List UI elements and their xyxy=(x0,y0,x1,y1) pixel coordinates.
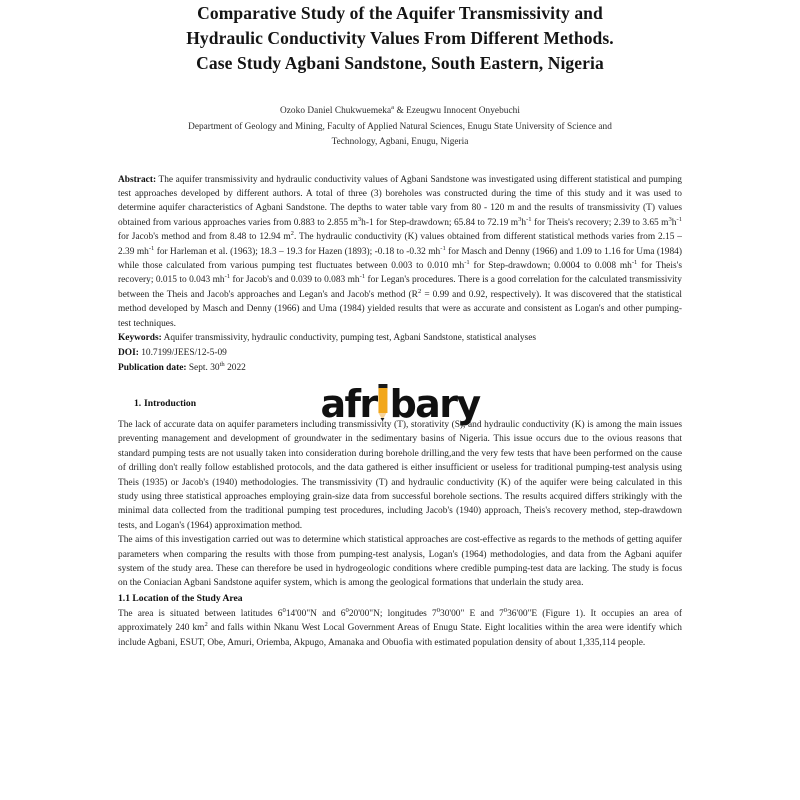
section-number: 1. xyxy=(134,397,142,409)
latitude-degree-sup-1: 0 xyxy=(282,606,286,614)
unit-sup-13: 2 xyxy=(417,287,422,295)
abstract-text-13: for Legan's procedures. There is a good correlation for the calculated transmissivity between the Theis and Jacob's approaches and Legan's and Jacob's method (R xyxy=(118,275,682,300)
author-name-secondary: & Ezeugwu Innocent Onyebuchi xyxy=(396,106,520,116)
unit-sup-4: 3 xyxy=(668,215,672,223)
doi-value[interactable]: 10.7199/JEES/12-5-09 xyxy=(141,347,227,358)
document-body xyxy=(0,173,800,651)
title-line-2: Hydraulic Conductivity Values From Different Methods. xyxy=(186,28,614,48)
area-unit-sup: 2 xyxy=(204,621,208,629)
affiliation-line-1: Department of Geology and Mining, Faculty of Applied Natural Sciences, Enugu State University of Science and xyxy=(188,121,612,132)
abstract-label: Abstract: xyxy=(118,174,157,185)
abstract-text-9: for Masch and Denny (1966) and 1.09 to 1.16 for Uma (1984) while those calculated from various pumping test fluctuates between 0.003 to 0.010 mh xyxy=(118,246,682,271)
affiliation-marker: a xyxy=(391,103,395,111)
keywords-label: Keywords: xyxy=(118,332,162,343)
subsection-title: Location of the Study Area xyxy=(132,592,243,604)
author-names xyxy=(100,104,700,120)
location-text-5: 36'00"E (Figure 1). It occupies an area of approximately 240 km xyxy=(118,608,683,634)
abstract-paragraph xyxy=(118,173,682,331)
title-line-1: Comparative Study of the Aquifer Transmissivity and xyxy=(197,3,603,23)
abstract-text-12: for Jacob's and 0.039 to 0.083 mh xyxy=(230,275,360,286)
subsection-heading-location xyxy=(118,591,682,607)
watermark-text-before: afr xyxy=(320,382,377,426)
unit-sup-6: 2 xyxy=(290,230,294,237)
location-paragraph xyxy=(118,607,682,650)
abstract-text-4: for Theis's recovery; 2.39 to 3.65 m xyxy=(531,217,669,228)
watermark-text-after: bary xyxy=(389,382,480,426)
abstract-text-5: h xyxy=(671,217,677,228)
location-text-3: 20'00"N; longitudes 7 xyxy=(348,608,437,619)
unit-sup-9: -1 xyxy=(464,258,470,266)
unit-sup-12: -1 xyxy=(359,273,366,281)
section-heading-introduction xyxy=(118,396,682,411)
abstract-text-11: for Theis's recovery; 0.015 to 0.043 mh xyxy=(118,260,682,286)
latitude-degree-sup-2: 0 xyxy=(345,606,349,614)
publication-date-label: Publication date: xyxy=(118,362,187,373)
title-line-3: Case Study Agbani Sandstone, South Eastern, Nigeria xyxy=(196,53,604,73)
location-text-2: 14'00"N and 6 xyxy=(285,608,346,619)
page-title xyxy=(0,0,800,76)
abstract-text-8: for Harleman et al. (1963); 18.3 – 19.3 for Hazen (1893); -0.18 to -0.32 mh xyxy=(154,246,441,257)
abstract-text-6: for Jacob's method and from 8.48 to 12.94 m xyxy=(118,232,291,243)
location-text-4: 30'00" E and 7 xyxy=(440,608,504,619)
affiliation-line-2: Technology, Agbani, Enugu, Nigeria xyxy=(331,137,469,147)
abstract-text-7: . The hydraulic conductivity (K) values obtained from different statistical methods varies from 2.15 – 2.39 mh xyxy=(118,232,682,257)
abstract-text-10: for Step-drawdown; 0.0004 to 0.008 mh xyxy=(469,260,632,271)
unit-sup-5: -1 xyxy=(676,215,682,223)
unit-sup-8: -1 xyxy=(440,244,446,252)
location-text-6: and falls within Nkanu West Local Government Areas of Enugu State. Eight localities within the area were identify which include Agbani, ESUT, Obe, Amuri, Oriemba, Akpugo, Amanaka and Obuofia with estimated population density of about 1,335,114 people. xyxy=(118,623,682,648)
abstract-text-1: The aquifer transmissivity and hydraulic conductivity values of Agbani Sandstone was investigated using different statistical and pumping test approaches developed by different authors. A total of three (3) boreholes was constructed during the time of this study and it was used to determine aquifer characteristics of Agbani Sandstone. The depths to water table vary from 80 - 120 m and the results of transmissivity (T) values obtained from various approaches varies from 0.883 to 2.855 m xyxy=(118,174,683,228)
unit-sup-2: 3 xyxy=(518,215,522,223)
doi-label: DOI: xyxy=(118,347,139,358)
unit-sup-7: -1 xyxy=(148,244,155,252)
publication-date-value: Sept. 30 xyxy=(188,362,220,373)
abstract-text-14: = 0.99 and 0.92, respectively). It was discovered that the statistical method developed by Masch and Denny (1966) and Uma (1984) yielded results that were as accurate and consistent as Logan's and other pumping-test techniques. xyxy=(118,289,683,329)
ordinal-suffix: th xyxy=(219,360,225,368)
abstract-text-3: h xyxy=(521,217,527,228)
unit-sup-3: -1 xyxy=(526,215,532,223)
keywords-line xyxy=(118,331,682,346)
keywords-value: Aquifer transmissivity, hydraulic conductivity, pumping test, Agbani Sandstone, statistical analyses xyxy=(163,332,536,343)
subsection-number: 1.1 xyxy=(118,592,130,604)
author-block xyxy=(0,104,800,151)
longitude-degree-sup-2: 0 xyxy=(503,606,508,614)
unit-sup-1: 3 xyxy=(357,215,362,223)
location-text-1: The area is situated between latitudes 6 xyxy=(118,608,283,619)
intro-paragraph-1: The lack of accurate data on aquifer parameters including transmissivity (T), storativity (S), and hydraulic conductivity (K) is among the main issues preventing management and development of groundwater in the sedimentary basins of Nigeria. This issue occurs due to the ovious reasons that standard pumping tests are not usually taken into consideration during borehole drilling,and the very few tests that have been performed on the cause of drilling don't really follow established protocols, and the data gathered is either insufficient or useless for traditional pumping-test analysis using Theis (1935) or Jacob's (1940) methodologies. The transmissivity (T) and hydraulic conductivity (K) of the aquifer were being calculated in this study using three statistical approaches employing grain-size data from successful borehole sections. The results acquired differs strikingly with the minimal data collected from the traditional pumping test procedures, including Jacob's (1940) approach, Theis's recovery method, step-drawdown tests, and Logan's (1964) approximation method. xyxy=(118,419,682,531)
longitude-degree-sup-1: 0 xyxy=(436,606,440,614)
section-title: Introduction xyxy=(144,397,197,409)
intro-paragraph-2: The aims of this investigation carried out was to determine which statistical approaches are cost-effective as regards to the methods of getting aquifer parameters when comparing the results with those from pumping-test analysis, Logan's (1964) methodologies, and data from the Agbani aquifer system of the study area. These can therefore be used in hydrogeologic conditions where credible pumping-test data are lacking. The study is focus on the Coniacian Agbani Sandstone aquifer system, which is among the geological formations that underlain the study area. xyxy=(118,535,682,589)
publication-date-line xyxy=(118,361,682,376)
author-name-primary: Ozoko Daniel Chukwuemeka xyxy=(279,106,392,116)
abstract-text-2: h-1 for Step-drawdown; 65.84 to 72.19 m xyxy=(361,217,519,228)
doi-line xyxy=(118,346,682,361)
unit-sup-11: -1 xyxy=(224,273,231,281)
publication-year: 2022 xyxy=(224,362,246,373)
unit-sup-10: -1 xyxy=(631,258,638,266)
